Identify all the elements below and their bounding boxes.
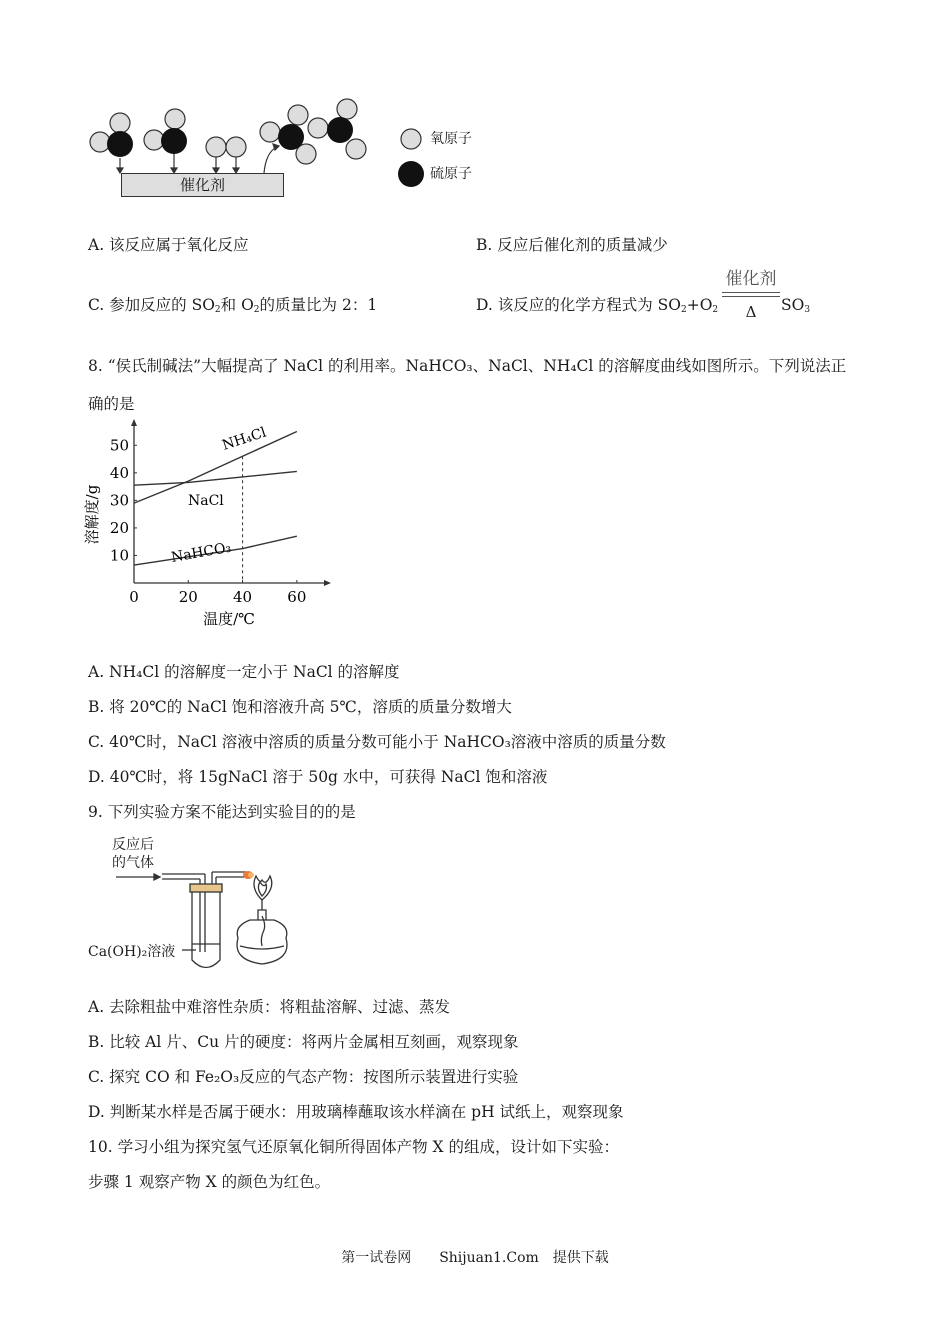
- q7-option-c: C. 参加反应的 $SO_2$和 $O_2$的质量比为 2：1: [88, 296, 378, 315]
- q7-option-d-product: $SO_3$: [781, 296, 811, 315]
- y-axis-label: 溶解度/g: [83, 484, 101, 545]
- q8-stem-line1: 8. “侯氏制碱法”大幅提高了 NaCl 的利用率。NaHCO₃、NaCl、NH₄Cl 的溶解度曲线如图所示。下列说法正: [88, 357, 847, 375]
- y-tick-label: 30: [109, 491, 129, 510]
- condition-heat: Δ: [745, 303, 757, 321]
- solubility-chart: [80, 418, 340, 633]
- gas-label-line1: 反应后: [112, 837, 154, 853]
- x-axis-arrow: [324, 580, 331, 586]
- x-axis-label: 温度/℃: [203, 610, 255, 628]
- q7-option-d: D. 该反应的化学方程式为 $SO_2+O_2$: [476, 296, 719, 315]
- page-footer: 第一试卷网 Shijuan1.Com 提供下载: [341, 1250, 609, 1266]
- q9-option-a: A. 去除粗盐中难溶性杂质：将粗盐溶解、过滤、蒸发: [88, 998, 451, 1016]
- reaction-condition: [722, 268, 780, 321]
- x-tick-label: 20: [178, 588, 198, 606]
- oxygen-legend-label: 氧原子: [430, 131, 472, 147]
- y-tick-label: 20: [109, 518, 129, 537]
- q7-option-a: A. 该反应属于氧化反应: [88, 236, 249, 254]
- q8-option-a: A. NH₄Cl 的溶解度一定小于 NaCl 的溶解度: [88, 663, 400, 681]
- solution-label: Ca(OH)₂溶液: [88, 944, 176, 960]
- q9-option-d: D. 判断某水样是否属于硬水：用玻璃棒蘸取该水样滴在 pH 试纸上，观察现象: [88, 1103, 624, 1121]
- q9-stem: 9. 下列实验方案不能达到实验目的的是: [88, 803, 356, 821]
- q8-option-d: D. 40℃时，将 15gNaCl 溶于 50g 水中，可获得 NaCl 饱和溶液: [88, 768, 548, 786]
- double-line-sign: [722, 292, 780, 297]
- q9-option-c: C. 探究 CO 和 Fe₂O₃反应的气态产物：按图所示装置进行实验: [88, 1068, 519, 1086]
- sulfur-atom-legend-icon: [398, 161, 424, 187]
- y-tick-label: 40: [109, 463, 129, 482]
- q9-option-b: B. 比较 Al 片、Cu 片的硬度：将两片金属相互刻画，观察现象: [88, 1033, 519, 1051]
- series-label: NaHCO₃: [169, 539, 233, 566]
- y-axis-arrow: [131, 419, 137, 426]
- x-tick-label: 40: [233, 588, 253, 606]
- series-label: NH₄Cl: [220, 424, 269, 454]
- gas-label-line2: 的气体: [112, 855, 154, 871]
- x-tick-label: 60: [287, 588, 307, 606]
- y-tick-label: 50: [109, 436, 129, 455]
- q10-step1: 步骤 1 观察产物 X 的颜色为红色。: [88, 1173, 331, 1191]
- q8-stem-line2: 确的是: [88, 395, 135, 413]
- q8-option-b: B. 将 20℃的 NaCl 饱和溶液升高 5℃，溶质的质量分数增大: [88, 698, 512, 716]
- sulfur-legend-label: 硫原子: [430, 166, 472, 182]
- x-tick-label: 0: [129, 588, 139, 606]
- apparatus-figure: [110, 860, 310, 975]
- q8-option-c: C. 40℃时，NaCl 溶液中溶质的质量分数可能小于 NaHCO₃溶液中溶质的质量分数: [88, 733, 666, 751]
- q10-stem: 10. 学习小组为探究氢气还原氧化铜所得固体产物 X 的组成，设计如下实验：: [88, 1138, 619, 1156]
- catalyst-label: 催化剂: [121, 173, 284, 197]
- y-tick-label: 10: [109, 546, 129, 565]
- series-line: [134, 471, 297, 485]
- condition-catalyst: 催化剂: [725, 269, 777, 289]
- oxygen-atom-legend-icon: [401, 129, 421, 149]
- series-label: NaCl: [188, 493, 224, 509]
- q7-option-b: B. 反应后催化剂的质量减少: [476, 236, 668, 254]
